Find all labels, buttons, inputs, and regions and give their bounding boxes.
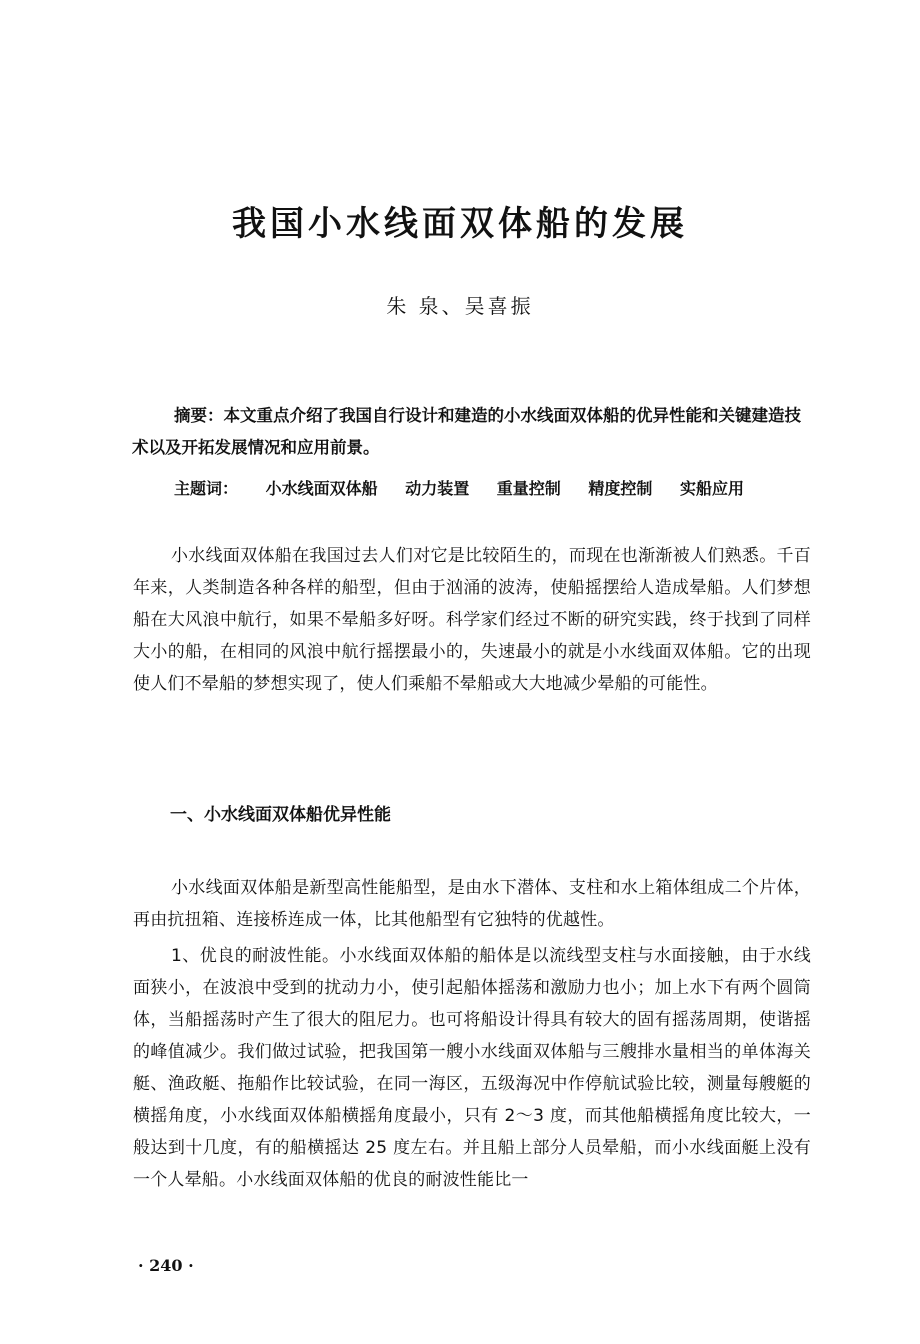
intro-paragraph: 小水线面双体船在我国过去人们对它是比较陌生的，而现在也渐渐被人们熟悉。千百年来，人类制造各种各样的船型，但由于汹涌的波涛，使船摇摆给人造成晕船。人们梦想船在大风浪中航行，如果不晕船多好呀。科学家们经过不断的研究实践，终于找到了同样大小的船，在相同的风浪中航行摇摆最小的，失速最小的就是小水线面双体船。它的出现使人们不晕船的梦想实现了，使人们乘船不晕船或大大地减少晕船的可能性。 <box>133 546 811 694</box>
abstract-label: 摘要： <box>174 406 224 425</box>
abstract-body: 本文重点介绍了我国自行设计和建造的小水线面双体船的优异性能和关键建造技术以及开拓发展情况和应用前景。 <box>132 406 801 457</box>
authors: 朱 泉、吴喜振 <box>386 294 534 318</box>
abstract-text <box>132 400 812 464</box>
paper-title: 我国小水线面双体船的发展 <box>232 204 688 244</box>
keyword: 重量控制 <box>496 479 561 498</box>
section-paragraph: 小水线面双体船是新型高性能船型，是由水下潜体、支柱和水上箱体组成二个片体，再由抗扭箱、连接桥连成一体，比其他船型有它独特的优越性。 <box>133 878 811 930</box>
keyword: 小水线面双体船 <box>265 479 378 498</box>
keyword: 动力装置 <box>405 479 470 498</box>
section-paragraph: 1、优良的耐波性能。小水线面双体船的船体是以流线型支柱与水面接触，由于水线面狭小，在波浪中受到的扰动力小，使引起船体摇荡和激励力也小；加上水下有两个圆筒体，当船摇荡时产生了很大的阻尼力。也可将船设计得具有较大的固有摇荡周期，使谐摇的峰值减少。我们做过试验，把我国第一艘小水线面双体船与三艘排水量相当的单体海关艇、渔政艇、拖船作比较试验，在同一海区，五级海况中作停航试验比较，测量每艘艇的横摇角度，小水线面双体船横摇角度最小，只有 2～3 度，而其他船横摇角度比较大，一般达到十几度，有的船横摇达 25 度左右。并且船上部分人员晕船，而小水线面艇上没有一个人晕船。小水线面双体船的优良的耐波性能比一 <box>133 946 811 1190</box>
keyword: 精度控制 <box>588 479 653 498</box>
abstract <box>132 400 812 464</box>
keywords-label: 主题词： <box>174 479 239 498</box>
page-number: · 240 · <box>138 1256 194 1275</box>
keywords <box>174 476 766 499</box>
keyword: 实船应用 <box>679 479 744 498</box>
section-heading: 一、小水线面双体船优异性能 <box>170 805 391 825</box>
